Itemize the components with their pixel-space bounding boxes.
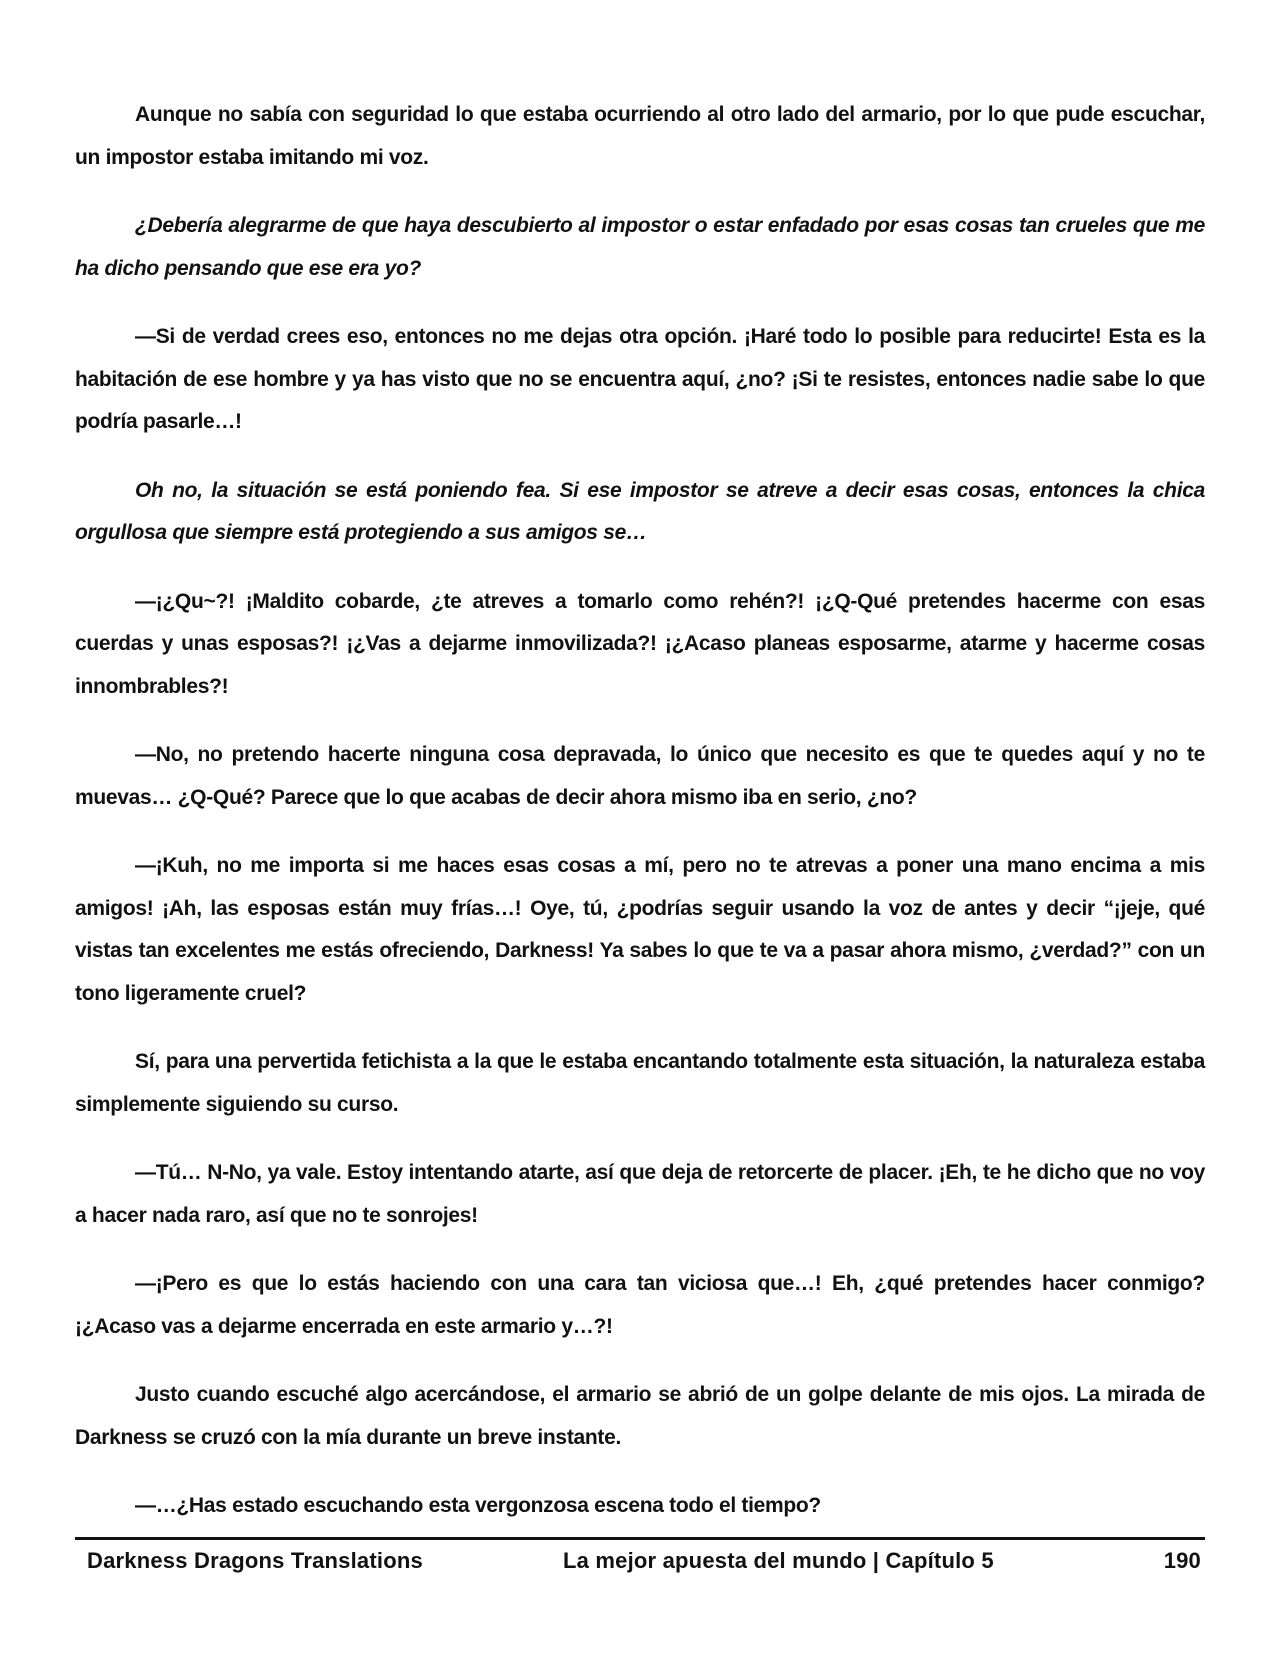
footer-divider xyxy=(75,1537,1205,1540)
paragraph-8: Sí, para una pervertida fetichista a la que le estaba encantando totalmente esta situación, la naturaleza estaba simplemente siguiendo su curso. xyxy=(75,1050,1205,1116)
paragraph-3: —Si de verdad crees eso, entonces no me dejas otra opción. ¡Haré todo lo posible para reducirte! Esta es la habitación de ese hombre y ya has visto que no se encuentra aquí, ¿no? ¡Si te resistes, entonces nadie sabe lo que podría pasarle…! xyxy=(75,325,1205,433)
page-footer xyxy=(87,1548,1201,1582)
paragraph-10: —¡Pero es que lo estás haciendo con una cara tan viciosa que…! Eh, ¿qué pretendes hacer conmigo? ¡¿Acaso vas a dejarme encerrada en este armario y…?! xyxy=(75,1272,1205,1338)
paragraph-9: —Tú… N-No, ya vale. Estoy intentando atarte, así que deja de retorcerte de placer. ¡Eh, te he dicho que no voy a hacer nada raro, así que no te sonrojes! xyxy=(75,1161,1205,1227)
paragraph-5: —¡¿Qu~?! ¡Maldito cobarde, ¿te atreves a tomarlo como rehén?! ¡¿Q-Qué pretendes hacerme con esas cuerdas y unas esposas?! ¡¿Vas a dejarme inmovilizada?! ¡¿Acaso planeas esposarme, atarme y hacerme cosas innombrables?! xyxy=(75,589,1205,698)
page-body xyxy=(75,94,1205,1554)
paragraph-4-thought: Oh no, la situación se está poniendo fea. Si ese impostor se atreve a decir esas cosas, entonces la chica orgullosa que siempre está protegiendo a sus amigos se… xyxy=(75,478,1205,544)
paragraph-12: —…¿Has estado escuchando esta vergonzosa escena todo el tiempo? xyxy=(135,1494,821,1517)
footer-chapter-title: La mejor apuesta del mundo | Capítulo 5 xyxy=(563,1548,994,1573)
footer-translator: Darkness Dragons Translations xyxy=(87,1548,423,1573)
paragraph-6: —No, no pretendo hacerte ninguna cosa depravada, lo único que necesito es que te quedes aquí y no te muevas… ¿Q-Qué? Parece que lo que acabas de decir ahora mismo iba en serio, ¿no? xyxy=(75,743,1205,809)
page-number: 190 xyxy=(1163,1548,1201,1573)
paragraph-7: —¡Kuh, no me importa si me haces esas cosas a mí, pero no te atrevas a poner una mano encima a mis amigos! ¡Ah, las esposas están muy frías…! Oye, tú, ¿podrías seguir usando la voz de antes y decir “¡jeje, qué vistas tan excelentes me estás ofreciendo, Darkness! Ya sabes lo que te va a pasar ahora mismo, ¿verdad?” con un tono ligeramente cruel? xyxy=(75,854,1205,1005)
paragraph-2-thought: ¿Debería alegrarme de que haya descubierto al impostor o estar enfadado por esas cosas tan crueles que me ha dicho pensando que ese era yo? xyxy=(75,214,1205,280)
paragraph-11: Justo cuando escuché algo acercándose, el armario se abrió de un golpe delante de mis ojos. La mirada de Darkness se cruzó con la mía durante un breve instante. xyxy=(75,1383,1205,1449)
paragraph-1: Aunque no sabía con seguridad lo que estaba ocurriendo al otro lado del armario, por lo que pude escuchar, un impostor estaba imitando mi voz. xyxy=(75,103,1205,169)
